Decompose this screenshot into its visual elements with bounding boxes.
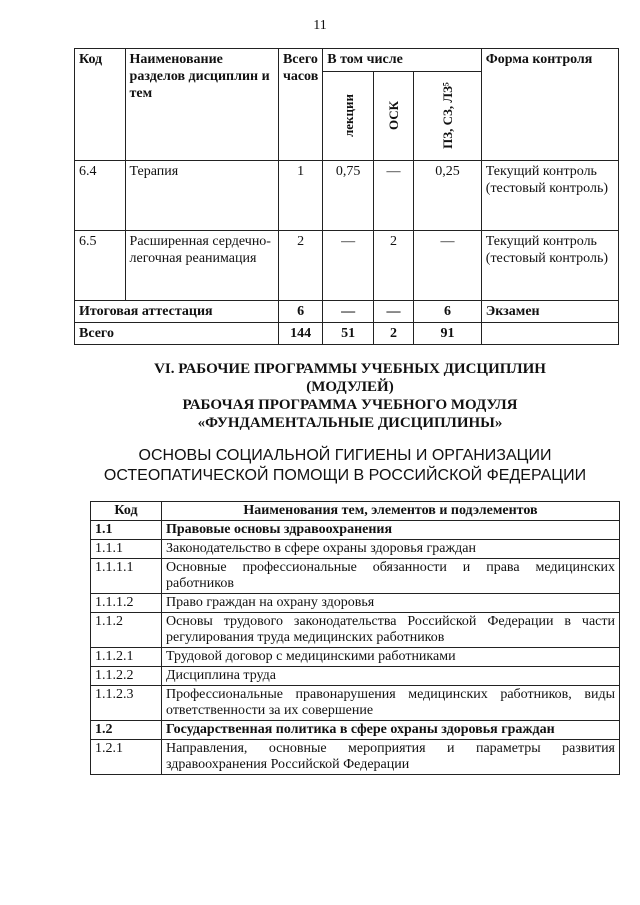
table-row xyxy=(75,231,619,301)
topics-table xyxy=(90,501,620,775)
final-label: Итоговая аттестация xyxy=(75,301,279,323)
cell-osk: — xyxy=(374,161,414,231)
table-row xyxy=(91,540,620,559)
cell-control: Текущий контроль (тестовый контроль) xyxy=(481,231,618,301)
cell-code: 1.1.1.1 xyxy=(91,559,162,594)
header-total: Всего часов xyxy=(278,49,322,161)
cell-name: Право граждан на охрану здоровья xyxy=(162,594,620,613)
table-row xyxy=(91,667,620,686)
sum-lectures: 51 xyxy=(323,323,374,345)
final-pz: 6 xyxy=(414,301,482,323)
sum-osk: 2 xyxy=(374,323,414,345)
section-title-line2: (МОДУЛЕЙ) xyxy=(306,379,394,395)
cell-name: Терапия xyxy=(125,161,278,231)
table-row xyxy=(91,594,620,613)
module-title-line1: РАБОЧАЯ ПРОГРАММА УЧЕБНОГО МОДУЛЯ xyxy=(182,397,518,413)
sum-pz: 91 xyxy=(414,323,482,345)
cell-code: 6.4 xyxy=(75,161,126,231)
module-title-line2: «ФУНДАМЕНТАЛЬНЫЕ ДИСЦИПЛИНЫ» xyxy=(197,415,503,431)
cell-name: Правовые основы здравоохранения xyxy=(162,521,620,540)
cell-code: 1.1.1 xyxy=(91,540,162,559)
cell-code: 1.1.2.1 xyxy=(91,648,162,667)
cell-code: 1.1.2.2 xyxy=(91,667,162,686)
table-row xyxy=(91,613,620,648)
table-row xyxy=(75,161,619,231)
cell-name: Государственная политика в сфере охраны здоровья граждан xyxy=(162,721,620,740)
table-row xyxy=(91,721,620,740)
sum-row xyxy=(75,323,619,345)
cell-code: 1.1.2.3 xyxy=(91,686,162,721)
cell-osk: 2 xyxy=(374,231,414,301)
sum-label: Всего xyxy=(75,323,279,345)
final-lectures: — xyxy=(323,301,374,323)
table-row xyxy=(91,740,620,775)
cell-pz: — xyxy=(414,231,482,301)
final-total: 6 xyxy=(278,301,322,323)
header-name: Наименования тем, элементов и подэлементов xyxy=(162,502,620,521)
section-title-line1: VI. РАБОЧИЕ ПРОГРАММЫ УЧЕБНЫХ ДИСЦИПЛИН xyxy=(154,361,546,377)
cell-name: Направления, основные мероприятия и параметры развития здравоохранения Российской Федерации xyxy=(162,740,620,775)
cell-code: 1.1 xyxy=(91,521,162,540)
header-name: Наименование разделов дисциплин и тем xyxy=(125,49,278,161)
cell-name: Основные профессиональные обязанности и права медицинских работников xyxy=(162,559,620,594)
table-row xyxy=(91,686,620,721)
cell-name: Расширенная сердечно-легочная реанимация xyxy=(125,231,278,301)
cell-total: 2 xyxy=(278,231,322,301)
sum-control xyxy=(481,323,618,345)
cell-code: 1.2 xyxy=(91,721,162,740)
cell-name: Основы трудового законодательства Российской Федерации в части регулирования труда медицинских работников xyxy=(162,613,620,648)
cell-name: Законодательство в сфере охраны здоровья граждан xyxy=(162,540,620,559)
table-row xyxy=(91,521,620,540)
header-code: Код xyxy=(75,49,126,161)
header-osk: ОСК xyxy=(374,72,414,161)
page-number: 11 xyxy=(313,18,327,33)
cell-name: Профессиональные правонарушения медицинских работников, виды ответственности за их совершение xyxy=(162,686,620,721)
hours-table xyxy=(74,48,619,345)
table-row xyxy=(91,648,620,667)
table-row xyxy=(91,559,620,594)
cell-code: 1.1.2 xyxy=(91,613,162,648)
final-control: Экзамен xyxy=(481,301,618,323)
cell-name: Трудовой договор с медицинскими работниками xyxy=(162,648,620,667)
cell-lectures: 0,75 xyxy=(323,161,374,231)
cell-code: 1.1.1.2 xyxy=(91,594,162,613)
cell-name: Дисциплина труда xyxy=(162,667,620,686)
header-including: В том числе xyxy=(323,49,482,72)
subsection-title-line2: ОСТЕОПАТИЧЕСКОЙ ПОМОЩИ В РОССИЙСКОЙ ФЕДЕРАЦИИ xyxy=(103,467,587,484)
subsection-title-line1: ОСНОВЫ СОЦИАЛЬНОЙ ГИГИЕНЫ И ОРГАНИЗАЦИИ xyxy=(138,447,552,464)
final-row xyxy=(75,301,619,323)
header-control: Форма контроля xyxy=(481,49,618,161)
cell-total: 1 xyxy=(278,161,322,231)
cell-control: Текущий контроль (тестовый контроль) xyxy=(481,161,618,231)
cell-lectures: — xyxy=(323,231,374,301)
header-lectures: лекции xyxy=(323,72,374,161)
sum-total: 144 xyxy=(278,323,322,345)
cell-pz: 0,25 xyxy=(414,161,482,231)
header-code: Код xyxy=(91,502,162,521)
header-pz: ПЗ, СЗ, ЛЗ⁵ xyxy=(414,72,482,161)
cell-code: 6.5 xyxy=(75,231,126,301)
cell-code: 1.2.1 xyxy=(91,740,162,775)
final-osk: — xyxy=(374,301,414,323)
